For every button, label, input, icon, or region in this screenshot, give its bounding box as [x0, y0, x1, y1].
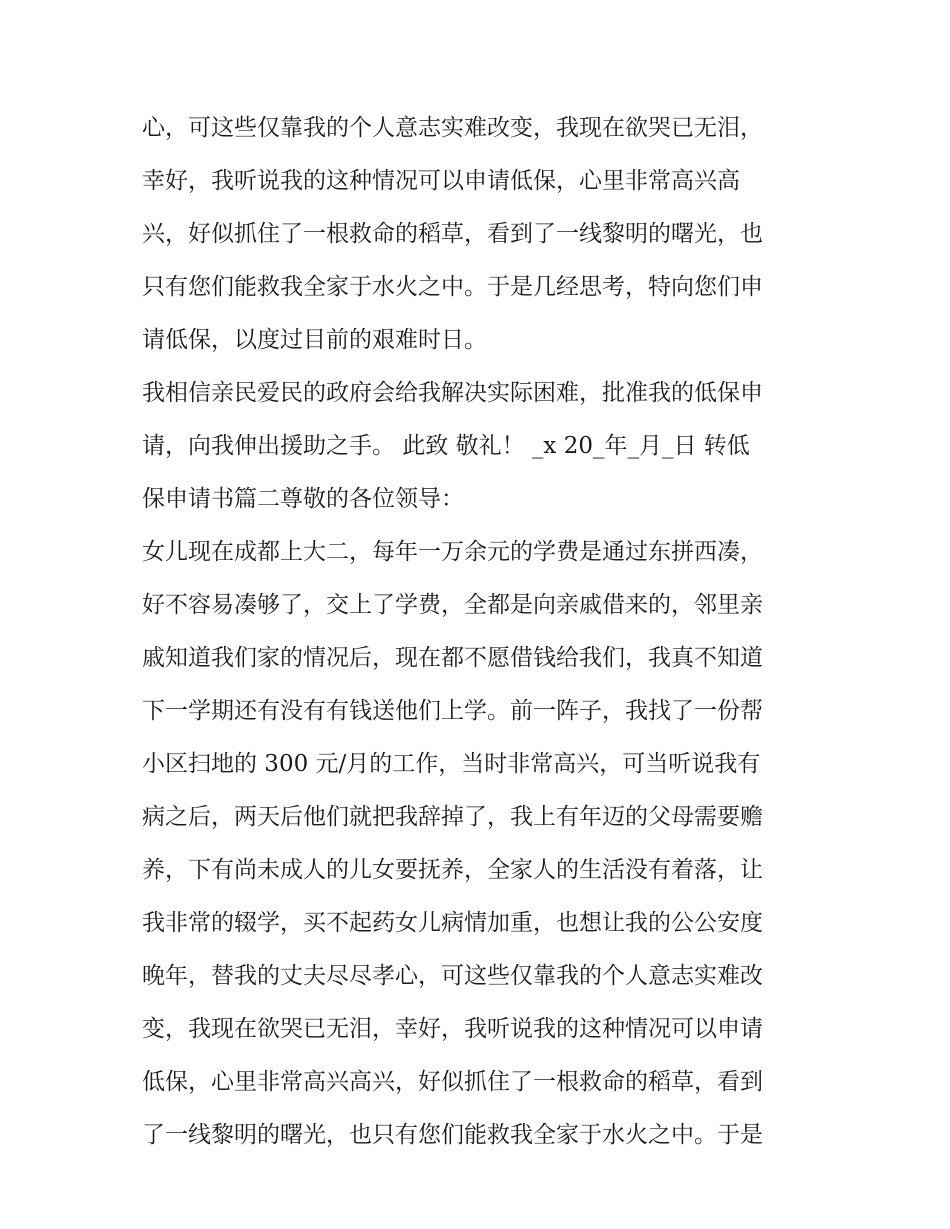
text-line: 晚年，替我的丈夫尽尽孝心，可这些仅靠我的个人意志实难改 — [142, 963, 763, 989]
text-line: 只有您们能救我全家于水火之中。于是几经思考，特向您们申 — [142, 274, 763, 300]
text-line: 好不容易凑够了，交上了学费，全都是向亲戚借来的，邻里亲 — [142, 592, 763, 618]
text-line: 小区扫地的 300 元/月的工作，当时非常高兴，可当听说我有 — [142, 751, 761, 777]
text-line: 了一线黎明的曙光，也只有您们能救我全家于水火之中。于是 — [142, 1122, 763, 1148]
paragraph-3 — [142, 526, 812, 1162]
text-line: 病之后，两天后他们就把我辞掉了，我上有年迈的父母需要赡 — [142, 804, 763, 830]
paragraph-2 — [142, 367, 812, 526]
text-line: 养，下有尚未成人的儿女要抚养，全家人的生活没有着落，让 — [142, 857, 763, 883]
text-line: 兴，好似抓住了一根救命的稻草，看到了一线黎明的曙光，也 — [142, 221, 763, 247]
text-line: 女儿现在成都上大二，每年一万余元的学费是通过东拼西凑， — [142, 539, 763, 565]
text-line: 我非常的辍学，买不起药女儿病情加重，也想让我的公公安度 — [142, 910, 763, 936]
text-line: 下一学期还有没有有钱送他们上学。前一阵子，我找了一份帮 — [142, 698, 763, 724]
text-line: 幸好，我听说我的这种情况可以申请低保，心里非常高兴高 — [142, 168, 740, 194]
text-line: 变，我现在欲哭已无泪，幸好，我听说我的这种情况可以申请 — [142, 1016, 763, 1042]
text-line: 我相信亲民爱民的政府会给我解决实际困难，批准我的低保申 — [142, 380, 763, 406]
document-body — [142, 102, 812, 1162]
text-line: 戚知道我们家的情况后，现在都不愿借钱给我们，我真不知道 — [142, 645, 763, 671]
text-line: 低保，心里非常高兴高兴，好似抓住了一根救命的稻草，看到 — [142, 1069, 763, 1095]
paragraph-1 — [142, 102, 812, 367]
text-line: 请，向我伸出援助之手。 此致 敬礼！ _x 20_年_月_日 转低 — [142, 433, 750, 459]
text-line: 心，可这些仅靠我的个人意志实难改变，我现在欲哭已无泪， — [142, 115, 763, 141]
text-line: 请低保，以度过目前的艰难时日。 — [142, 327, 487, 353]
text-line: 保申请书篇二尊敬的各位领导： — [142, 486, 464, 512]
